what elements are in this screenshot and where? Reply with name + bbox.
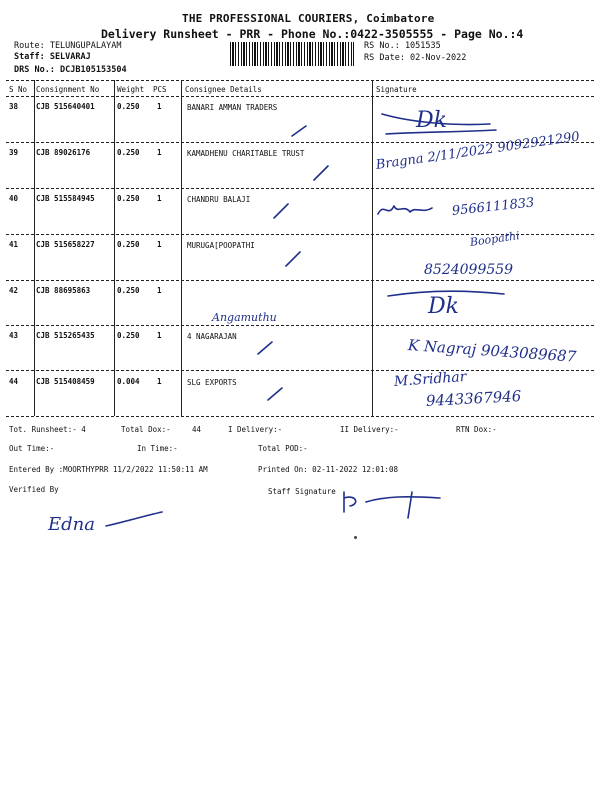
verifier-handwriting: Edna bbox=[48, 514, 95, 535]
col-consignee: Consignee Details bbox=[185, 85, 262, 94]
drs-number: DRS No.: DCJB105153504 bbox=[14, 65, 127, 75]
verifier-scribble bbox=[104, 510, 164, 530]
table-row-sno: 43 bbox=[9, 331, 19, 340]
entered-by: Entered By :MOORTHYPRR 11/2/2022 11:50:11 AM bbox=[9, 465, 208, 474]
signature-scribble bbox=[386, 288, 506, 312]
col-signature: Signature bbox=[376, 85, 417, 94]
delivery-tick-mark bbox=[272, 202, 292, 220]
table-row-pcs: 1 bbox=[157, 286, 162, 295]
table-row-consignee: BANARI AMMAN TRADERS bbox=[187, 103, 278, 112]
table-row-pcs: 1 bbox=[157, 331, 162, 340]
table-row-pcs: 1 bbox=[157, 377, 162, 386]
ii-delivery: II Delivery:- bbox=[340, 425, 399, 434]
signature-handwriting: Boopathi bbox=[469, 229, 521, 249]
table-row-weight: 0.250 bbox=[117, 148, 140, 157]
table-row-consignment: CJB 515265435 bbox=[36, 331, 95, 340]
table-row-consignment: CJB 515658227 bbox=[36, 240, 95, 249]
table-row-consignee: 4 NAGARAJAN bbox=[187, 332, 237, 341]
rtn-dox: RTN Dox:- bbox=[456, 425, 497, 434]
signature-handwriting: M.Sridhar bbox=[393, 368, 467, 390]
signature-handwriting: 9566111833 bbox=[451, 195, 536, 219]
company-title: THE PROFESSIONAL COURIERS, Coimbatore bbox=[182, 12, 435, 25]
total-dox-value: 44 bbox=[192, 425, 202, 434]
out-time: Out Time:- bbox=[9, 444, 55, 453]
table-row-consignment: CJB 515584945 bbox=[36, 194, 95, 203]
total-pod: Total POD:- bbox=[258, 444, 308, 453]
table-row-sno: 39 bbox=[9, 148, 19, 157]
route-label: Route: TELUNGUPALAYAM bbox=[14, 41, 122, 51]
table-row-sno: 40 bbox=[9, 194, 19, 203]
table-row-consignment: CJB 88695863 bbox=[36, 286, 91, 295]
col-consignment: Consignment No bbox=[36, 85, 100, 94]
table-row-pcs: 1 bbox=[157, 102, 162, 111]
signature-handwriting: Angamuthu bbox=[212, 311, 277, 324]
table-row-weight: 0.250 bbox=[117, 194, 140, 203]
table-row-consignment: CJB 515408459 bbox=[36, 377, 95, 386]
runsheet-subtitle: Delivery Runsheet - PRR - Phone No.:0422-3505555 - Page No.:4 bbox=[101, 27, 524, 41]
signature-handwriting: 9443367946 bbox=[425, 387, 522, 410]
table-row-weight: 0.250 bbox=[117, 240, 140, 249]
table-row-consignee: SLG EXPORTS bbox=[187, 378, 237, 387]
table-row-pcs: 1 bbox=[157, 148, 162, 157]
table-row-consignee: KAMADHENU CHARITABLE TRUST bbox=[187, 149, 305, 158]
col-sno: S No bbox=[9, 85, 28, 94]
signature-handwriting: K Nagraj 9043089687 bbox=[407, 336, 577, 366]
table-row-weight: 0.250 bbox=[117, 286, 140, 295]
table-row-consignment: CJB 515640401 bbox=[36, 102, 95, 111]
signature-handwriting: 8524099559 bbox=[424, 262, 514, 278]
signature-handwriting: Dk bbox=[416, 108, 447, 133]
printed-on: Printed On: 02-11-2022 12:01:08 bbox=[258, 465, 398, 474]
signature-handwriting: Bragna 2/11/2022 9092921290 bbox=[374, 129, 581, 173]
dot-mark bbox=[354, 536, 357, 539]
staff-signature-scribble bbox=[336, 488, 446, 522]
barcode bbox=[230, 42, 354, 66]
signature-scribble bbox=[380, 108, 500, 138]
staff-signature-label: Staff Signature bbox=[268, 487, 336, 496]
col-pcs: PCS bbox=[153, 85, 167, 94]
table-row-weight: 0.250 bbox=[117, 331, 140, 340]
table-row-sno: 41 bbox=[9, 240, 19, 249]
table-row-consignee: CHANDRU BALAJI bbox=[187, 195, 251, 204]
rs-number: RS No.: 1051535 bbox=[364, 41, 441, 51]
rs-date: RS Date: 02-Nov-2022 bbox=[364, 53, 467, 63]
total-dox-label: Total Dox:- bbox=[121, 425, 171, 434]
signature-handwriting: Dk bbox=[428, 294, 459, 319]
table-row-sno: 38 bbox=[9, 102, 19, 111]
signature-scribble bbox=[376, 200, 436, 220]
table-row-weight: 0.004 bbox=[117, 377, 140, 386]
delivery-tick-mark bbox=[266, 386, 286, 402]
table-row-consignee: MURUGA[POOPATHI bbox=[187, 241, 255, 250]
tot-runsheet: Tot. Runsheet:- 4 bbox=[9, 425, 86, 434]
col-weight: Weight bbox=[117, 85, 145, 94]
delivery-tick-mark bbox=[290, 124, 310, 138]
delivery-tick-mark bbox=[284, 250, 304, 268]
in-time: In Time:- bbox=[137, 444, 178, 453]
table-row-sno: 42 bbox=[9, 286, 19, 295]
table-row-consignment: CJB 89026176 bbox=[36, 148, 91, 157]
staff-label: Staff: SELVARAJ bbox=[14, 52, 91, 62]
delivery-tick-mark bbox=[256, 340, 276, 356]
i-delivery: I Delivery:- bbox=[228, 425, 283, 434]
delivery-tick-mark bbox=[312, 164, 332, 182]
table-row-pcs: 1 bbox=[157, 194, 162, 203]
table-row-pcs: 1 bbox=[157, 240, 162, 249]
verified-by: Verified By bbox=[9, 485, 59, 494]
table-row-weight: 0.250 bbox=[117, 102, 140, 111]
table-row-sno: 44 bbox=[9, 377, 19, 386]
